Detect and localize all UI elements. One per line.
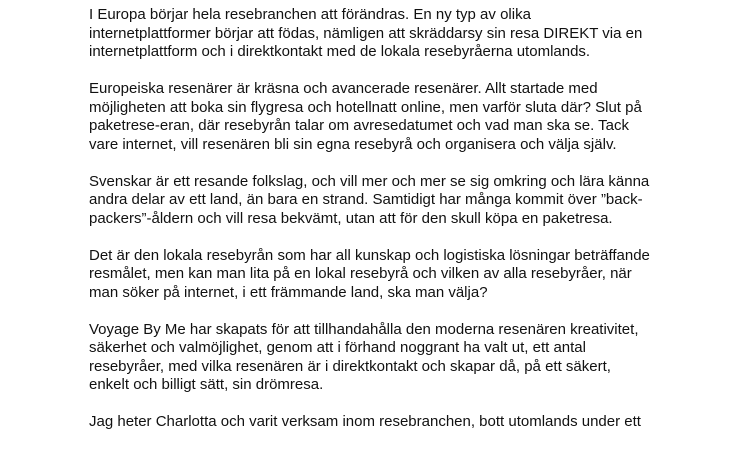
text-line: I Europa börjar hela resebranchen att förändras. En ny typ av olika [89, 6, 531, 23]
paragraph-european-travelers [89, 80, 729, 154]
text-line: paketrese-eran, där resebyrån talar om avresedatumet och vad man ska se. Tack [89, 117, 629, 134]
text-line: resebyråer, med vilka resenären är i direktkontakt och skapar då, på ett säkert, [89, 357, 611, 375]
text-line: Jag heter Charlotta och varit verksam inom resebranchen, bott utomlands under ett [89, 413, 641, 430]
text-line: Voyage By Me har skapats för att tillhandahålla den moderna resenären kreativitet, [89, 320, 639, 338]
text-line: resmålet, men kan man lita på en lokal resebyrå och vilken av alla resebyråer, när [89, 265, 632, 282]
paragraph-voyage-by-me [89, 321, 729, 395]
text-line: Det är den lokala resebyrån som har all kunskap och logistiska lösningar beträffande [89, 246, 650, 264]
text-line: möjligheten att boka sin flygresa och hotellnatt online, men varför sluta där? Slut på [89, 98, 642, 116]
paragraph-about-charlotta [89, 413, 729, 432]
text-line: enkelt och billigt sätt, sin drömresa. [89, 376, 324, 393]
text-line: internetplattformer börjar att födas, nämligen att skräddarsy sin resa DIREKT via en [89, 24, 643, 42]
text-line: Europeiska resenärer är kräsna och avancerade resenärer. Allt startade med [89, 80, 598, 97]
text-line: andra delar av ett land, än bara en strand. Samtidigt har många kommit över ”back- [89, 191, 643, 208]
paragraph-swedish-travelers [89, 173, 729, 229]
document-body [89, 6, 729, 450]
text-line: man söker på internet, i ett främmande land, ska man välja? [89, 283, 488, 301]
text-line: internetplattform och i direktkontakt med de lokala resebyråerna utomlands. [89, 43, 591, 60]
paragraph-europe-intro [89, 6, 729, 62]
text-line: säkerhet och valmöjlighet, genom att i förhand noggrant ha valt ut, ett antal [89, 339, 586, 356]
text-line: vare internet, vill resenären bli sin egna resebyrå och organisera och välja själv. [89, 135, 617, 153]
text-line: Svenskar är ett resande folkslag, och vill mer och mer se sig omkring och lära känna [89, 172, 650, 190]
text-line: packers”-åldern och vill resa bekvämt, utan att för den skull köpa en paketresa. [89, 209, 613, 227]
paragraph-local-agency [89, 247, 729, 303]
